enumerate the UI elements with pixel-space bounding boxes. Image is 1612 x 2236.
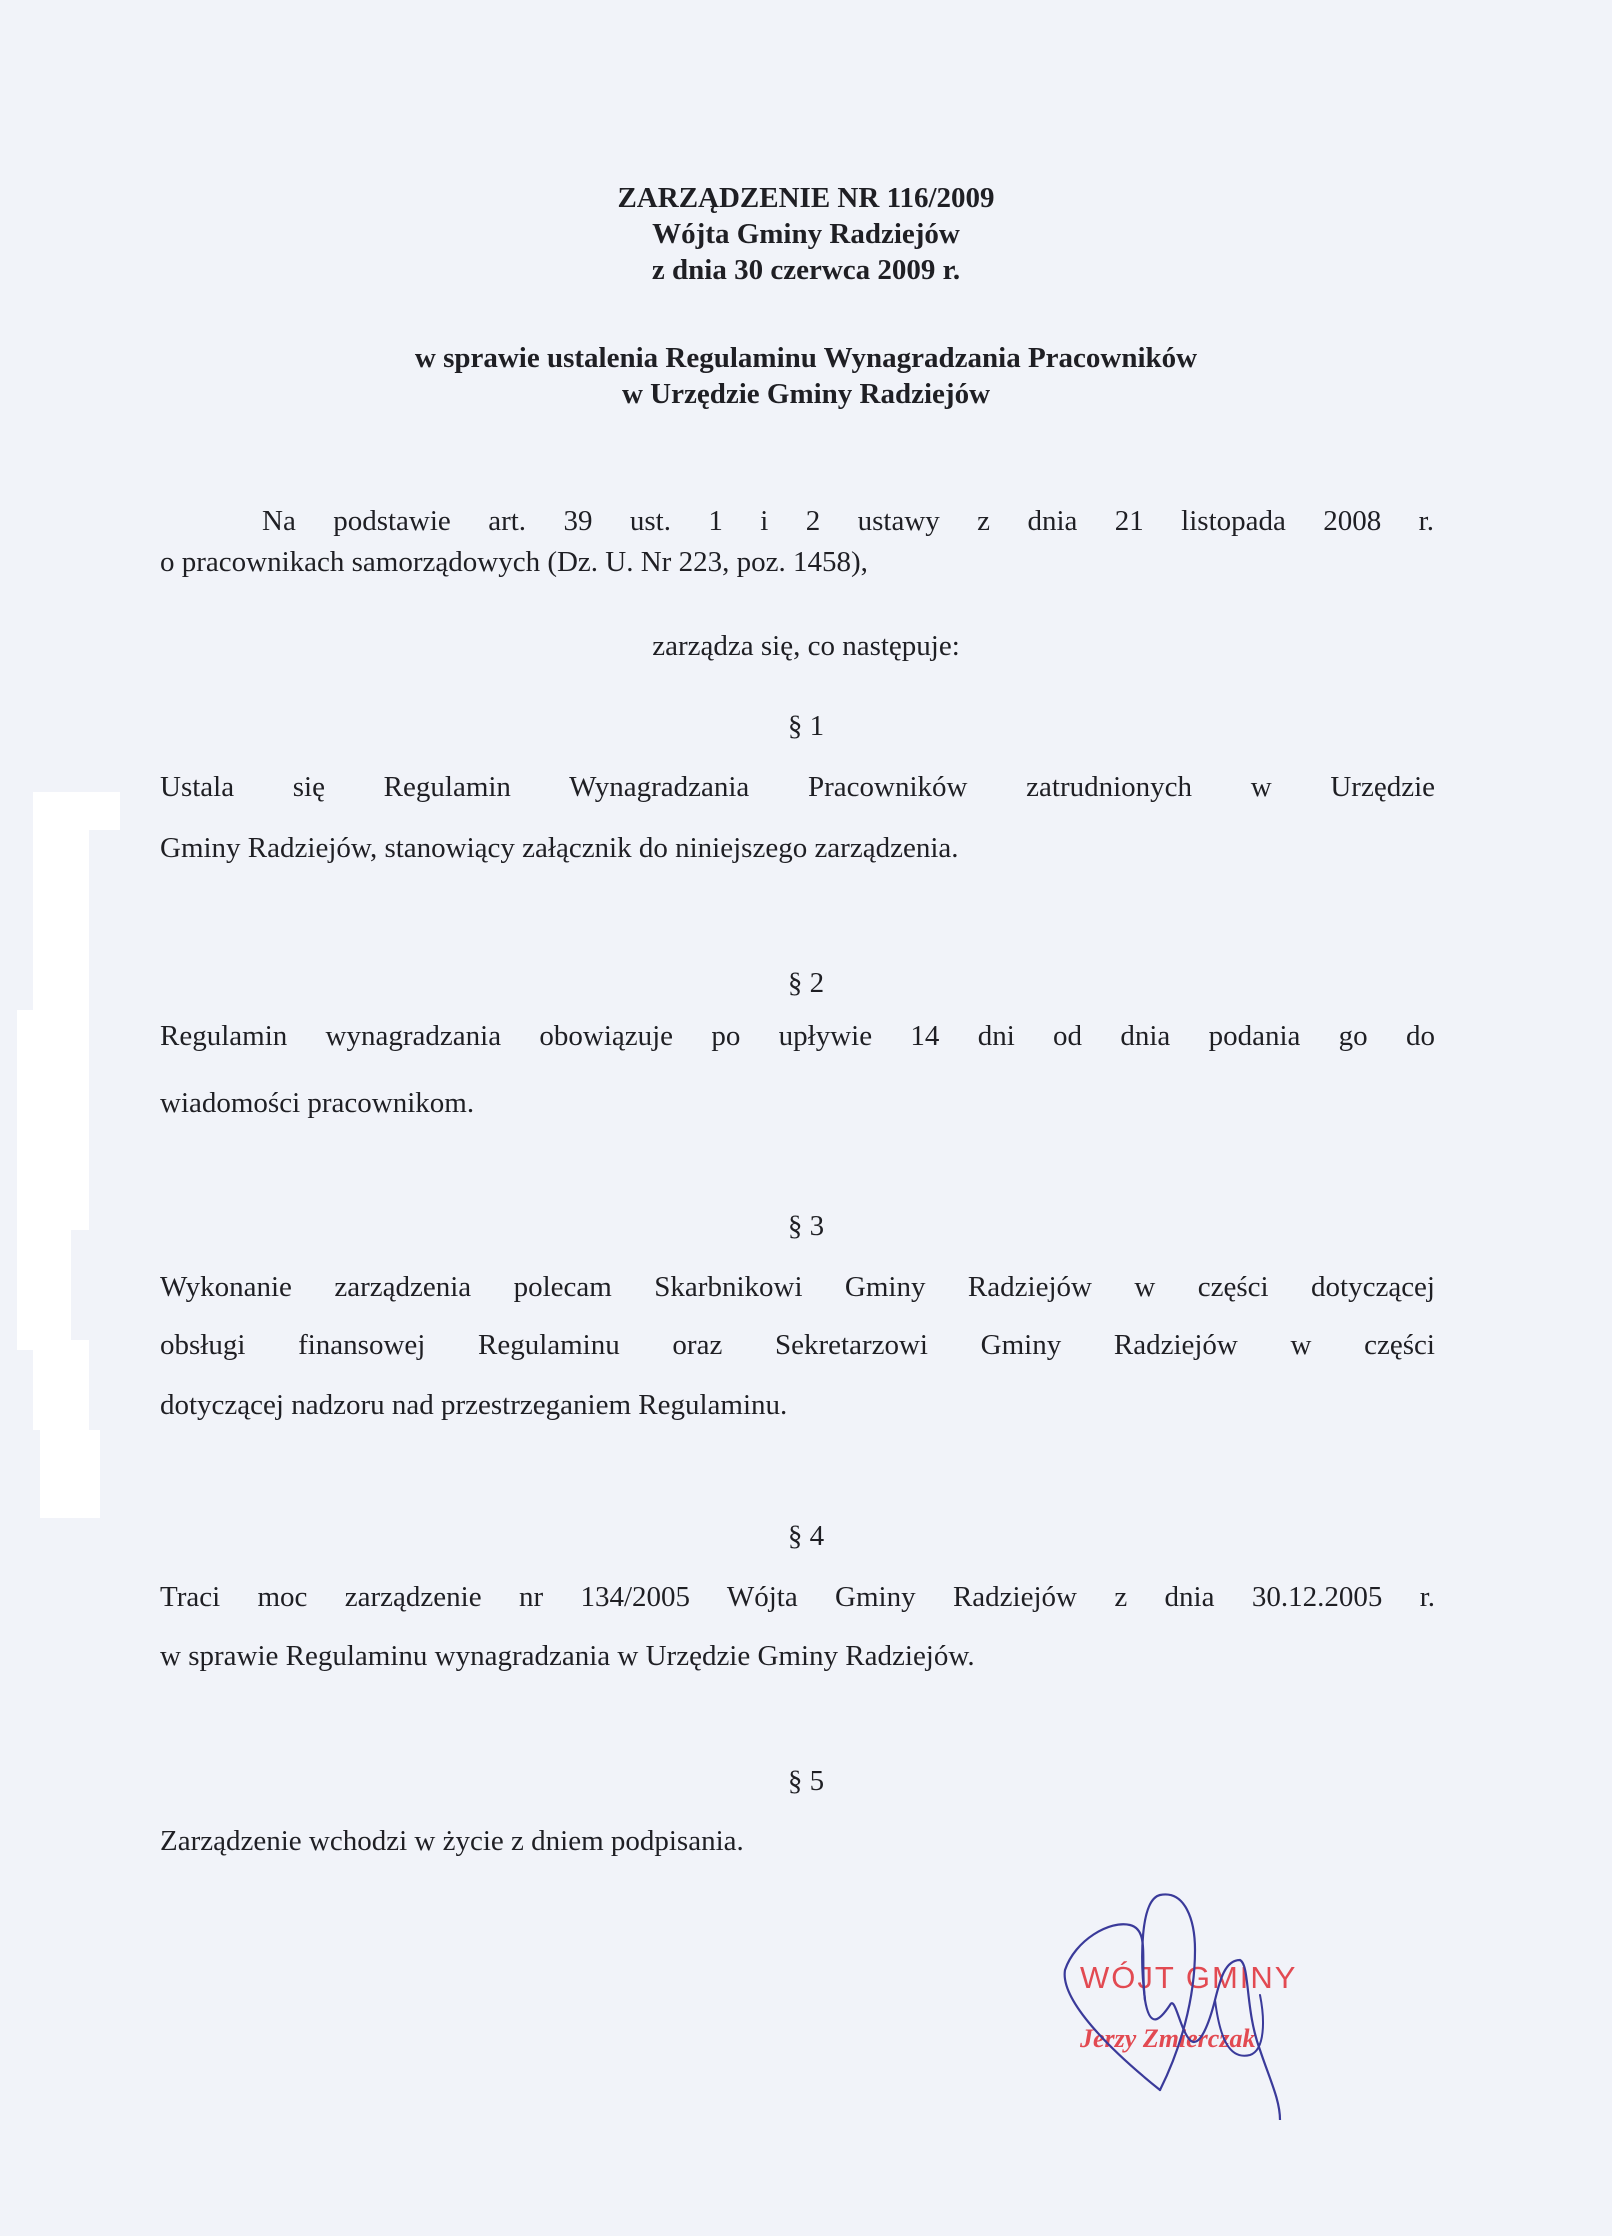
document-header xyxy=(0,180,1612,288)
document-subject xyxy=(0,340,1612,412)
section-3-line-1: Wykonanie zarządzenia polecam Skarbnikowi Gminy Radziejów w części dotyczącej xyxy=(160,1271,1435,1303)
section-mark-2: § 2 xyxy=(787,967,825,999)
document-issuer: Wójta Gminy Radziejów xyxy=(652,218,960,250)
handwritten-signature-icon xyxy=(1040,1880,1340,2120)
section-1-line-1: Ustala się Regulamin Wynagradzania Pracowników zatrudnionych w Urzędzie xyxy=(160,771,1435,803)
section-3-line-2: obsługi finansowej Regulaminu oraz Sekretarzowi Gminy Radziejów w części xyxy=(160,1329,1435,1361)
scan-artifact xyxy=(17,1010,71,1350)
section-4-line-1: Traci moc zarządzenie nr 134/2005 Wójta Gminy Radziejów z dnia 30.12.2005 r. xyxy=(160,1581,1435,1613)
stamp-name: Jerzy Zmierczak xyxy=(1080,2024,1256,2053)
document-date: z dnia 30 czerwca 2009 r. xyxy=(651,254,961,286)
legal-basis-line-2: o pracownikach samorządowych (Dz. U. Nr 223, poz. 1458), xyxy=(160,546,868,578)
legal-basis-line-1: Na podstawie art. 39 ust. 1 i 2 ustawy z dnia 21 listopada 2008 r. xyxy=(262,505,1434,537)
scan-artifact xyxy=(33,1340,89,1430)
section-4-line-2: w sprawie Regulaminu wynagradzania w Urzędzie Gminy Radziejów. xyxy=(160,1640,975,1672)
section-2-line-2: wiadomości pracownikom. xyxy=(160,1087,475,1119)
document-title: ZARZĄDZENIE NR 116/2009 xyxy=(617,182,995,214)
scan-artifact xyxy=(33,792,120,830)
ordering-clause: zarządza się, co następuje: xyxy=(652,630,960,662)
subject-line-1: w sprawie ustalenia Regulaminu Wynagradzania Pracowników xyxy=(414,342,1198,374)
subject-line-2: w Urzędzie Gminy Radziejów xyxy=(621,378,991,410)
section-1-line-2: Gminy Radziejów, stanowiący załącznik do niniejszego zarządzenia. xyxy=(160,832,959,864)
stamp-title: WÓJT GMINY xyxy=(1080,1960,1298,1995)
section-2-line-1: Regulamin wynagradzania obowiązuje po upływie 14 dni od dnia podania go do xyxy=(160,1020,1435,1052)
scan-artifact xyxy=(40,1430,100,1518)
section-5-line-1: Zarządzenie wchodzi w życie z dniem podpisania. xyxy=(160,1825,744,1857)
section-3-line-3: dotyczącej nadzoru nad przestrzeganiem Regulaminu. xyxy=(160,1389,788,1421)
section-mark-5: § 5 xyxy=(787,1765,825,1797)
section-mark-4: § 4 xyxy=(787,1520,825,1552)
section-mark-3: § 3 xyxy=(787,1210,825,1242)
section-mark-1: § 1 xyxy=(787,710,825,742)
